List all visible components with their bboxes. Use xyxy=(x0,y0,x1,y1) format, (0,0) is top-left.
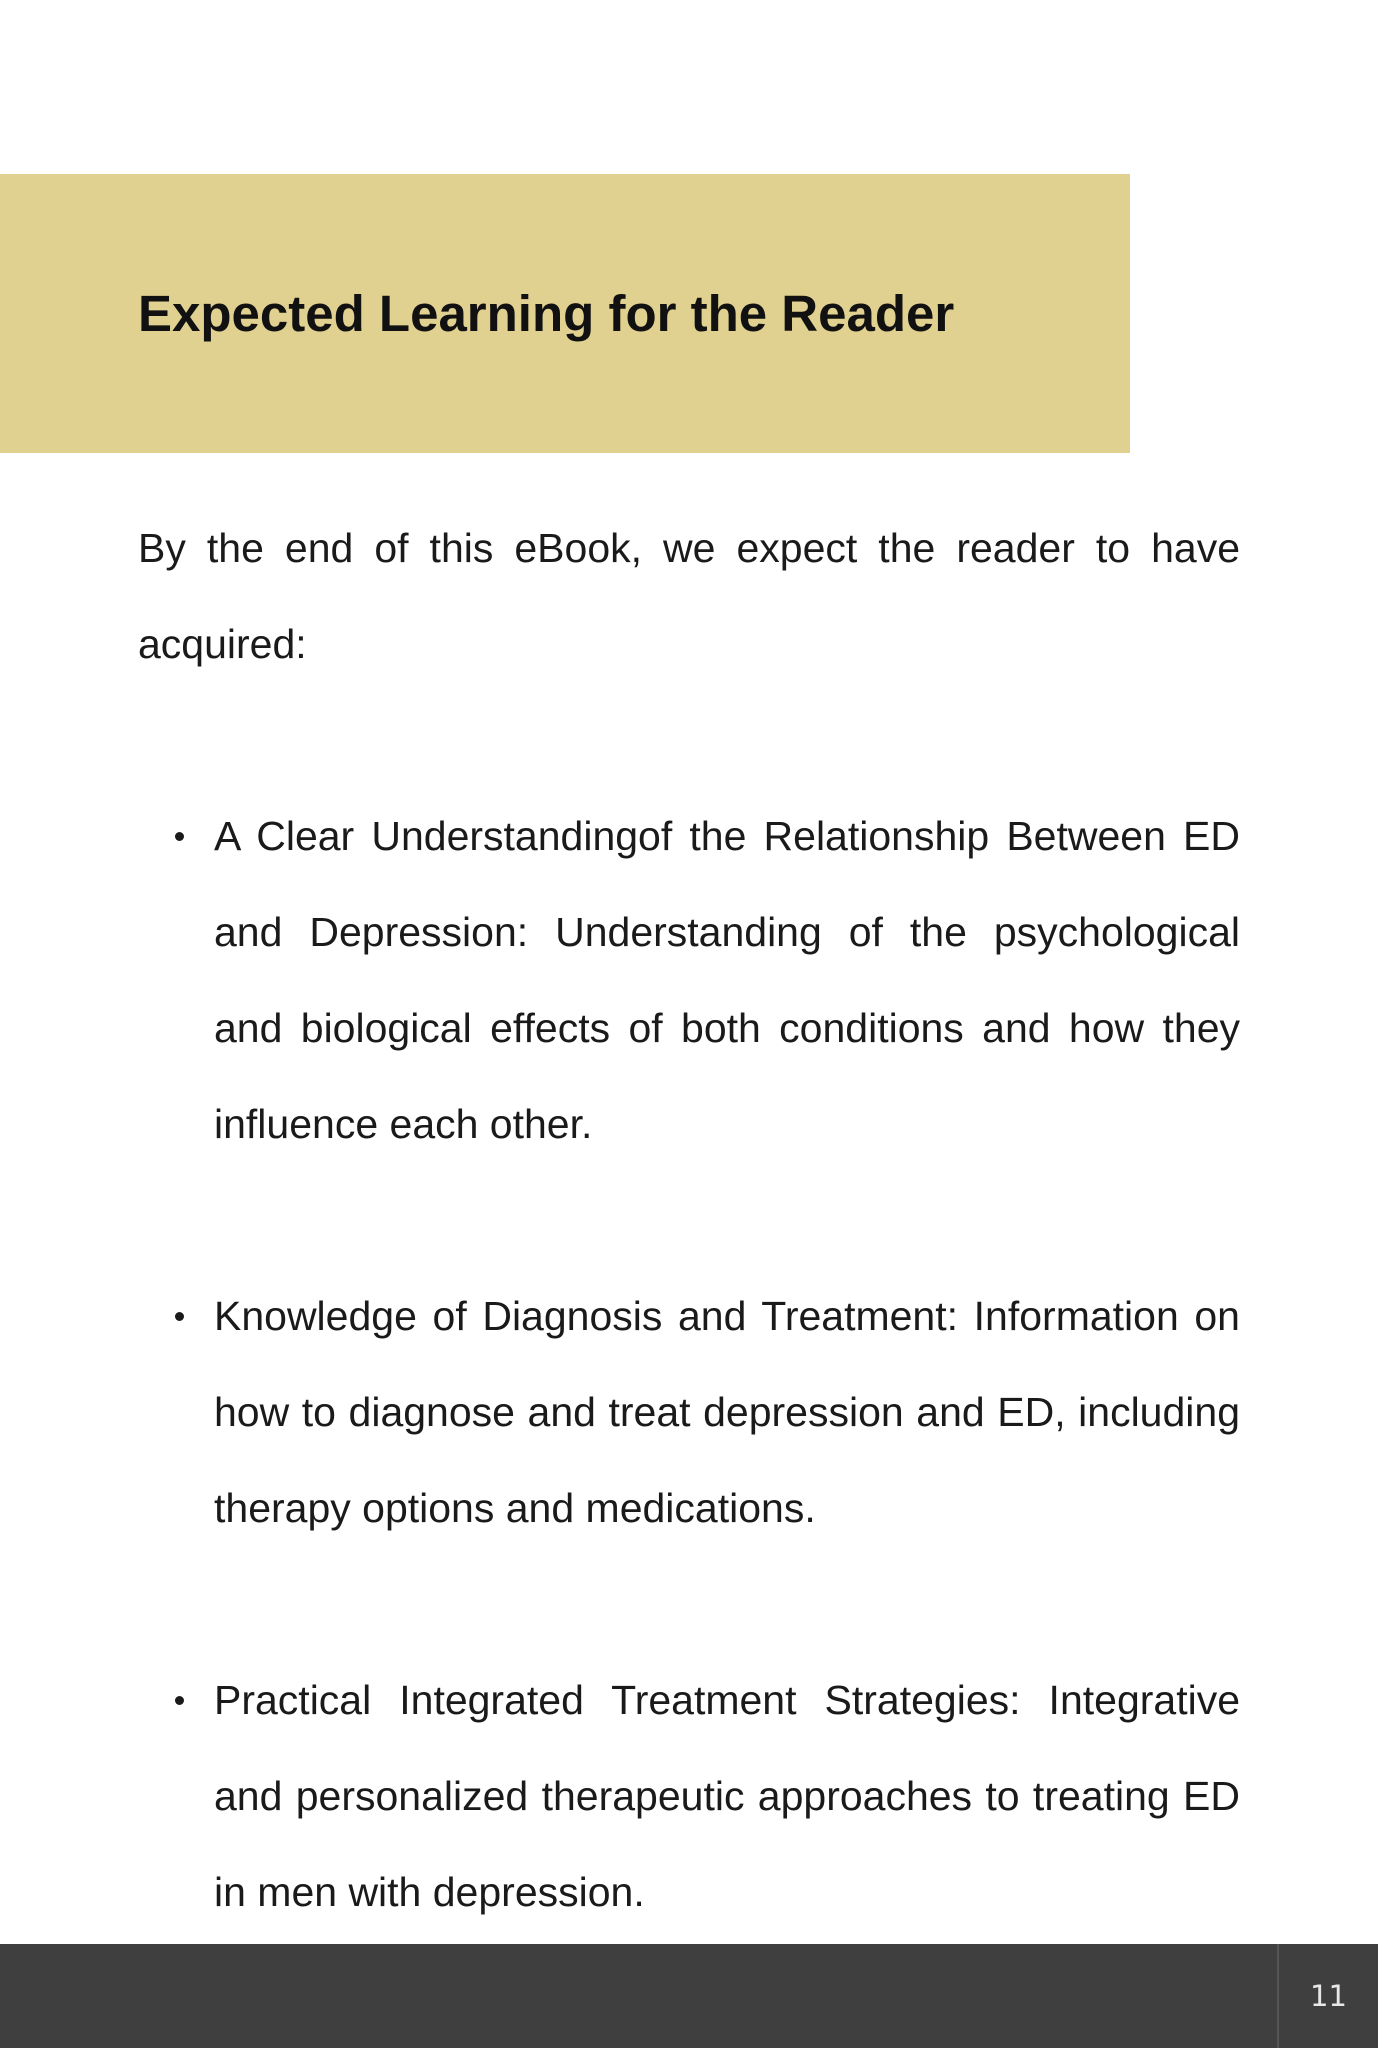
bullet-icon xyxy=(175,1696,184,1705)
bullet-icon xyxy=(175,832,184,841)
page-number: 11 xyxy=(1310,1979,1347,2013)
list-item xyxy=(138,1652,1240,1940)
intro-paragraph: By the end of this eBook, we expect the reader to have acquired: xyxy=(138,525,1240,667)
list-item xyxy=(138,1268,1240,1556)
list-item xyxy=(138,788,1240,1172)
title-band xyxy=(0,174,1130,453)
list-item-text: Practical Integrated Treatment Strategies: Integrative and personalized therapeutic approaches to treating ED in men with depression. xyxy=(214,1677,1240,1915)
list-item-text: A Clear Understandingof the Relationship Between ED and Depression: Understanding of the psychological and biological effects of both conditions and how they influence each other. xyxy=(214,813,1240,1147)
main-content xyxy=(138,500,1240,1940)
footer-bar xyxy=(0,1944,1378,2048)
bullet-icon xyxy=(175,1312,184,1321)
learning-list xyxy=(138,788,1240,1940)
list-item-text: Knowledge of Diagnosis and Treatment: Information on how to diagnose and treat depression and ED, including therapy options and medications. xyxy=(214,1293,1240,1531)
page-title: Expected Learning for the Reader xyxy=(138,285,955,342)
